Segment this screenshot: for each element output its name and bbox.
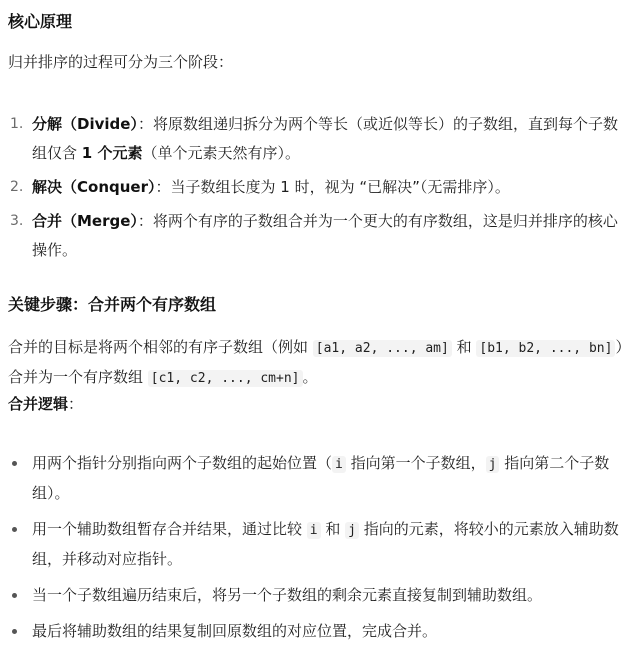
steps-list <box>8 449 628 646</box>
bullet-icon <box>12 629 17 634</box>
step-text: 用两个指针分别指向两个子数组的起始位置（ <box>32 454 333 472</box>
list-item-merge <box>8 207 628 265</box>
bullet-icon <box>12 593 17 598</box>
code-i: i <box>307 522 321 539</box>
merge-paragraph <box>8 333 628 393</box>
logic-colon: ： <box>68 395 84 413</box>
code-i: i <box>332 456 346 473</box>
list-item-divide <box>8 110 628 168</box>
merge-logic-label <box>8 393 83 415</box>
stage-label: 合并（Merge） <box>32 212 138 230</box>
step-text: 指向第二个子数组）。 <box>32 454 610 502</box>
section-heading-key-step: 关键步骤：合并两个有序数组 <box>8 295 217 314</box>
step-text: 当一个子数组遍历结束后，将另一个子数组的剩余元素直接复制到辅助数组。 <box>32 586 543 604</box>
list-item-step-compare <box>8 515 628 574</box>
intro-paragraph: 归并排序的过程可分为三个阶段： <box>8 53 234 71</box>
step-text: 最后将辅助数组的结果复制回原数组的对应位置，完成合并。 <box>32 622 438 640</box>
stage-text-tail: （单个元素天然有序）。 <box>142 144 300 162</box>
stage-text: ：当子数组长度为 1 时，视为 “已解决”（无需排序）。 <box>155 178 510 196</box>
stage-label: 分解（Divide） <box>32 115 138 133</box>
stage-text: ：将原数组递归拆分为两个等长（或近似等长）的子数组，直到每个子数组仅含 <box>32 115 618 162</box>
code-j: j <box>345 522 359 539</box>
list-item-step-copy-back <box>8 617 628 646</box>
list-item-step-copy-rest <box>8 581 628 610</box>
step-text: 指向的元素，将较小的元素放入辅助数组，并移动对应指针。 <box>32 520 619 568</box>
list-number: 2. <box>10 179 24 195</box>
bullet-icon <box>12 461 17 466</box>
step-text: 指向第一个子数组， <box>345 454 486 472</box>
step-text: 和 <box>320 520 346 538</box>
list-item-conquer <box>8 173 628 202</box>
merge-text: 和 <box>451 338 477 356</box>
list-number: 3. <box>10 213 24 229</box>
stage-label: 解决（Conquer） <box>32 178 156 196</box>
bullet-icon <box>12 527 17 532</box>
merge-text: 。 <box>302 368 318 386</box>
logic-label: 合并逻辑 <box>8 395 69 413</box>
code-array-a: [a1, a2, ..., am] <box>313 340 452 357</box>
stage-emphasis: 1 个元素 <box>81 144 143 162</box>
code-array-c: [c1, c2, ..., cm+n] <box>148 370 303 387</box>
list-number: 1. <box>10 116 24 132</box>
stage-text: ：将两个有序的子数组合并为一个更大的有序数组，这是归并排序的核心操作。 <box>32 212 618 259</box>
code-j: j <box>486 456 500 473</box>
list-item-step-pointers <box>8 449 628 508</box>
stages-list <box>8 110 628 265</box>
step-text: 用一个辅助数组暂存合并结果，通过比较 <box>32 520 307 538</box>
merge-text: ）合并为一个有序数组 <box>8 338 623 386</box>
code-array-b: [b1, b2, ..., bn] <box>476 340 615 357</box>
merge-text: 合并的目标是将两个相邻的有序子数组（例如 <box>8 338 313 356</box>
section-heading-core: 核心原理 <box>8 12 73 31</box>
